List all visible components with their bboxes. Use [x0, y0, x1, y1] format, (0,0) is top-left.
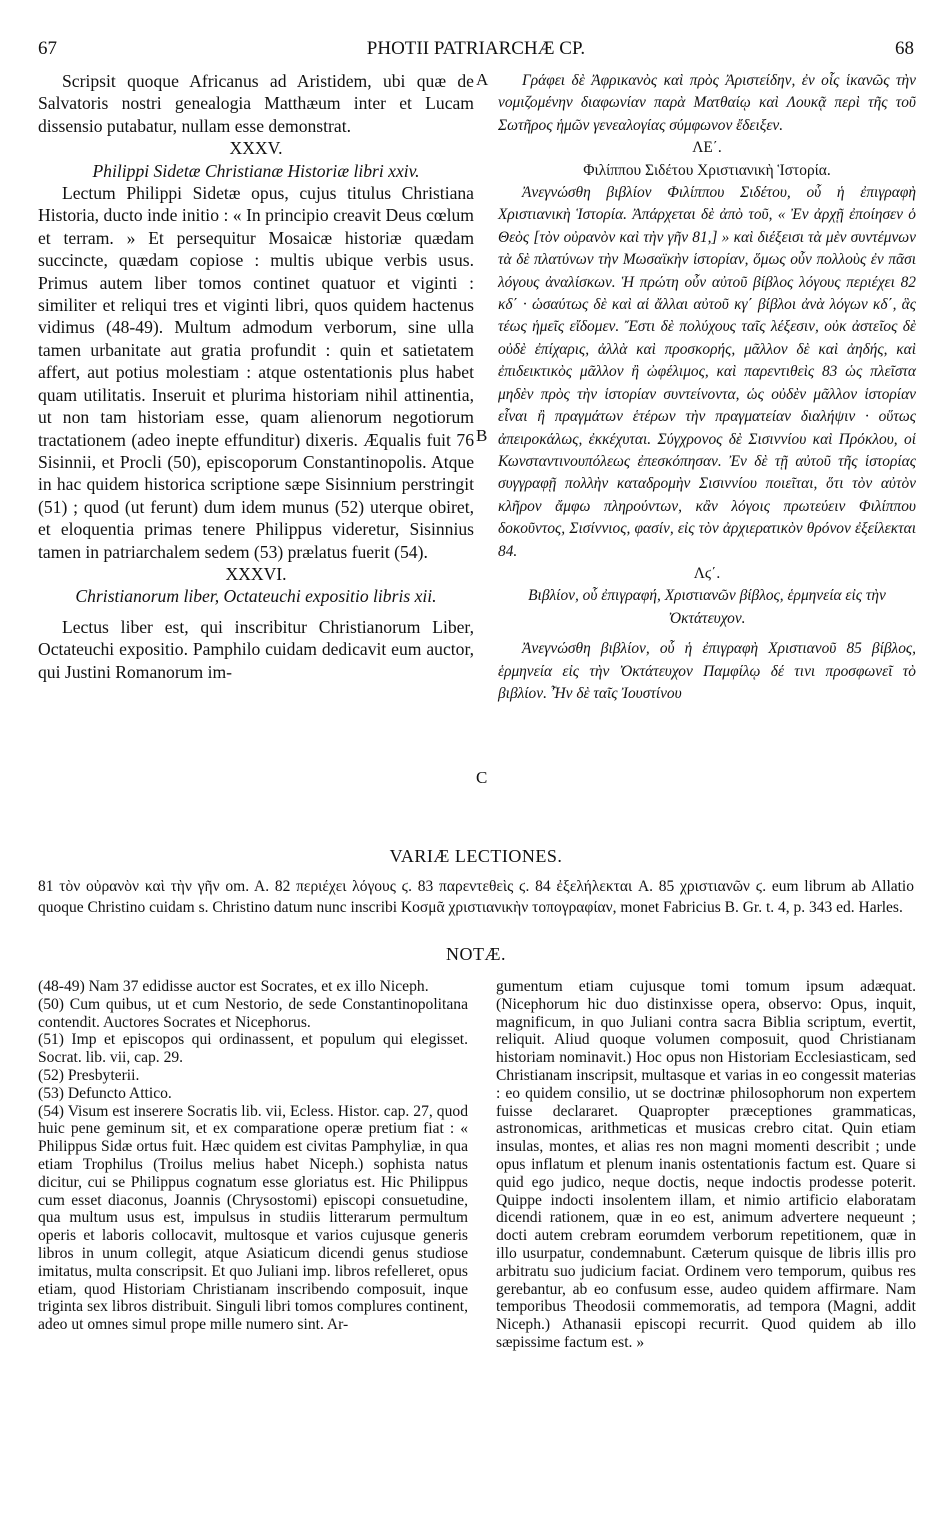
greek-chapter-36-title: Βιβλίον, οὗ ἐπιγραφή, Χριστιανῶν βίβλος, ἑρμηνεία εἰς τὴν Ὀκτάτευχον.	[528, 587, 886, 627]
margin-mark-c: C	[476, 768, 488, 787]
latin-chapter-36-heading: XXXVI.	[225, 563, 287, 584]
latin-chapter-35-heading: XXXV.	[229, 138, 283, 159]
greek-chapter-35-title: Φιλίππου Σιδέτου Χριστιανικὴ Ἱστορία.	[583, 161, 831, 179]
page-number-left: 67	[38, 38, 57, 59]
notae-heading: NOTÆ.	[446, 944, 506, 964]
margin-mark-a: A	[476, 70, 489, 89]
latin-chapter-35-text: Lectum Philippi Sidetæ opus, cujus titulus Christiana Historia, ducto inde initio : « In principio creavit Deus cœlum et terram. » Et persequitur Mosaicæ historiæ quædam succincte, quædam copiose : multis ubique verbis usus. Primus autem liber tomos continet quatuor et viginti : similiter et reliqui tres et viginti libri, quos quidem hactenus vidimus (48-49). Multum admodum verborum, sine ulla tamen urbanitate aut gratia profundit : quin et satietatem affert, aut potius molestiam : atque ostentationis plus habet quam utilitatis. Inseruit et plurima historiam nihil attinentia, ut non tam historiam esse, quam alienorum negotiorum tractationem (adeo inepte effunditur) dixeris. Æqualis fuit 76 Sisinnii, et Procli (50), episcoporum Constantinopolis. Atque in hac quidem historica scriptione sæpe Sisinnium perstringit (51) ; quod (ut ferunt) dum idem munus (52) uterque obiret, et eloquentia primas tenere Philippus videretur, Sisinnius tamen in patriarchalem sedem (53) prælatus fuerit (54).	[38, 183, 474, 562]
notes-right-column	[496, 978, 916, 1352]
variae-lectiones-heading: VARIÆ LECTIONES.	[389, 846, 563, 866]
latin-column	[38, 70, 474, 683]
greek-column	[498, 70, 916, 705]
margin-mark-b: B	[476, 426, 488, 445]
latin-chapter-35-title: Philippi Sidetæ Christianæ Historiæ libri xxiv.	[92, 160, 420, 181]
latin-chapter-36-title: Christianorum liber, Octateuchi expositio libris xii.	[75, 586, 437, 607]
running-title: PHOTII PATRIARCHÆ CP.	[366, 38, 586, 59]
greek-chapter-35-heading: ΛΕ΄.	[692, 139, 722, 157]
latin-intro: Scripsit quoque Africanus ad Aristidem, ubi quæ de Salvatoris nostri genealogia Matthæum inter et Lucam dissensio putabatur, nullam esse demonstrat.	[38, 71, 474, 136]
note-54-continued: gumentum etiam cujusque tomi tomum ipsum adæquat.(Nicephorum hic duo distinxisse opera, observo: Opus, inquit, magnificum, in quo Juliani contra sacra Biblia scriptum, evertit, reliquit. Aliud quoque volumen composuit, quod Christianam historiam nominavit.) Hoc opus non Historiam Ecclesiasticam, sed Christianam inscripsit, multasque et varias in eo congessit materias : eo quidem consilio, ut se doctrinæ philosophorum non expertem fuisse declararet. Quapropter præceptiones grammaticas, astronomicas, arithmeticas et musicas crebro citat. Quin etiam insulas, montes, et alias res non magni momenti describit ; unde opus inflatum et plenum inanis ostentationis factum est. Quare si quid ego judico, neque doctis, neque indoctis prodesse poterit. Quippe indocti insolentem illam, et nimio artificio elaboratam dicendi rationem, quæ in eo est, animum advertere nequeunt ; docti autem crebram eorumdem verborum repetitionem, quæ in illo usurpatur, condemnabunt. Cæterum quisque de libris illis pro arbitratu suo judicium faciat. Ordinem vero temporum, quibus res gerebantur, ab eo confusum esse, audeo quidem affirmare. Nam temporibus Theodosii commemoratis, ad tempora (Magni, addit Niceph.) Athanasii episcopi recurrit. Quod quidem ab illo sæpissime factum est. »	[496, 978, 916, 1351]
page-number-right: 68	[895, 38, 914, 59]
note-53: (53) Defuncto Attico.	[38, 1084, 172, 1102]
note-50: (50) Cum quibus, ut et cum Nestorio, de sede Constantinopolitana contendit. Auctores Socrates et Nicephorus.	[38, 995, 468, 1031]
variae-lectiones-text: 81 τὸν οὐρανὸν καὶ τὴν γῆν om. A. 82 περιέχει λόγους ϛ. 83 παρεντεθεὶς ϛ. 84 ἐξελήλεκται A. 85 χριστιανῶν ϛ. eum librum ab Allatio quoque Christino cuidam s. Christino datum nunc inscribi Κοσμᾶ χριστιανικὴν τοπογραφίαν, monet Fabricius B. Gr. t. 4, p. 343 ed. Harles.	[38, 878, 914, 916]
page-header	[38, 38, 914, 64]
note-54: (54) Visum est inserere Socratis lib. vii, Ecless. Histor. cap. 27, quod huic pene geminum sit, et ex comparatione operæ pretium fiat : « Philippus Sidæ ortus fuit. Hæc quidem est civitas Pamphyliæ, in qua etiam Trophilus (Troilus melius habet Niceph.) sophista natus dicitur, cui se Philippus cognatum esse gloriatus est. Hic Philippus cum esset diaconus, Joannis (Chrysostomi) episcopi consuetudine, qua multum usus est, impulsus in studiis litterarum permultum operis et laboris collocavit, multosque et varios cujusque generis libros in unum collegit, atque Asiaticum dicendi genus studiose imitatus, multa conscripsit. Et quo Juliani imp. libros refelleret, opus etiam, quod Historiam Christianam inscribendo composuit, inque triginta sex libros distribuit. Singuli libri tomos complures continent, adeo ut omnes simul prope mille numero sint. Ar-	[38, 1102, 468, 1334]
note-52: (52) Presbyterii.	[38, 1066, 140, 1084]
greek-chapter-35-text: Ἀνεγνώσθη βιβλίον Φιλίππου Σιδέτου, οὗ ἡ ἐπιγραφὴ Χριστιανικὴ Ἱστορία. Ἀπάρχεται δὲ ἀπὸ τοῦ, « Ἐν ἀρχῇ ἐποίησεν ὁ Θεὸς [τὸν οὐρανὸν καὶ τὴν γῆν 81,] » καὶ διέξεισι τὰ μὲν συντέμνων τὰ δὲ πλατύνων τὴν Μωσαϊκὴν ἱστορίαν, ὅμως οὖν πολλοὺς ἐν πᾶσι λόγους ἀναλίσκων. Ἡ πρώτη οὖν αὐτοῦ βίβλος λόγους περιέχει 82 κδ΄ · ὡσαύτως δὲ καὶ αἱ ἄλλαι αὐτοῦ κγ΄ βίβλοι ἀνὰ λόγων κδ΄, ἃς τέως ἡμεῖς εἴδομεν. Ἔστι δὲ πολύχους ταῖς λέξεσιν, οὐκ ἀστεῖος δὲ οὐδὲ ἐπίχαρις, ἀλλὰ καὶ προσκορής, μᾶλλον δὲ καὶ ἀηδής, καὶ ἐπιδεικτικὸς μᾶλλον ἢ ὠφέλιμος, καὶ παρεντιθεὶς 83 ὡς πλεῖστα μηδὲν πρὸς τὴν ἱστορίαν συντείνοντα, ὡς οὐδὲν μᾶλλον ἱστορίαν εἶναι ἢ πραγμάτων ἑτέρων τὴν πραγματείαν διαλήψιν · οὕτως ἀπειροκάλως, ἐκκέχυται. Σύγχρονος δὲ Σισιννίου καὶ Πρόκλου, οἱ Κωνσταντινουπόλεως ἐπεσκόπησαν. Ἐν δὲ τῇ αὐτοῦ τῆς ἱστορίας συγγραφῇ πολλὴν καταδρομὴν Σισιννίου ποιεῖται, ὅτι τὸν αὐτὸν κλῆρον ἄμφω πληρούντων, κἂν λόγοις πρωτεύειν Φιλίππου δοκοῦντος, Σισίννιος, φασίν, εἰς τὸν ἀρχιερατικὸν θρόνον ἐξείλεκται 84.	[498, 184, 916, 560]
greek-chapter-36-heading: Λϛ΄.	[693, 564, 721, 582]
greek-chapter-36-text: Ἀνεγνώσθη βιβλίον, οὗ ἡ ἐπιγραφὴ Χριστιανοῦ 85 βίβλος, ἑρμηνεία εἰς τὴν Ὀκτάτευχον Παμφίλῳ δέ τινι προσφωνεῖ τὸ βιβλίον. Ἦν δὲ ταῖς Ἰουστίνου	[498, 640, 916, 702]
greek-intro: Γράφει δὲ Ἀφρικανὸς καὶ πρὸς Ἀριστείδην, ἐν οἷς ἱκανῶς τὴν νομιζομένην διαφωνίαν παρὰ Ματθαίῳ καὶ Λουκᾷ περὶ τῆς τοῦ Σωτῆρος ἡμῶν γενεαλογίας σύμφωνον ἔδειξεν.	[498, 72, 916, 134]
note-51: (51) Imp et episcopos qui ordinassent, et populum qui elegisset. Socrat. lib. vii, cap. 29.	[38, 1031, 468, 1067]
note-48-49: (48-49) Nam 37 edidisse auctor est Socrates, et ex illo Niceph.	[38, 978, 429, 995]
notes-left-column	[38, 978, 468, 1334]
latin-chapter-36-text: Lectus liber est, qui inscribitur Christianorum Liber, Octateuchi expositio. Pamphilo cuidam dedicavit eum auctor, qui Justini Romanorum im-	[38, 616, 474, 682]
